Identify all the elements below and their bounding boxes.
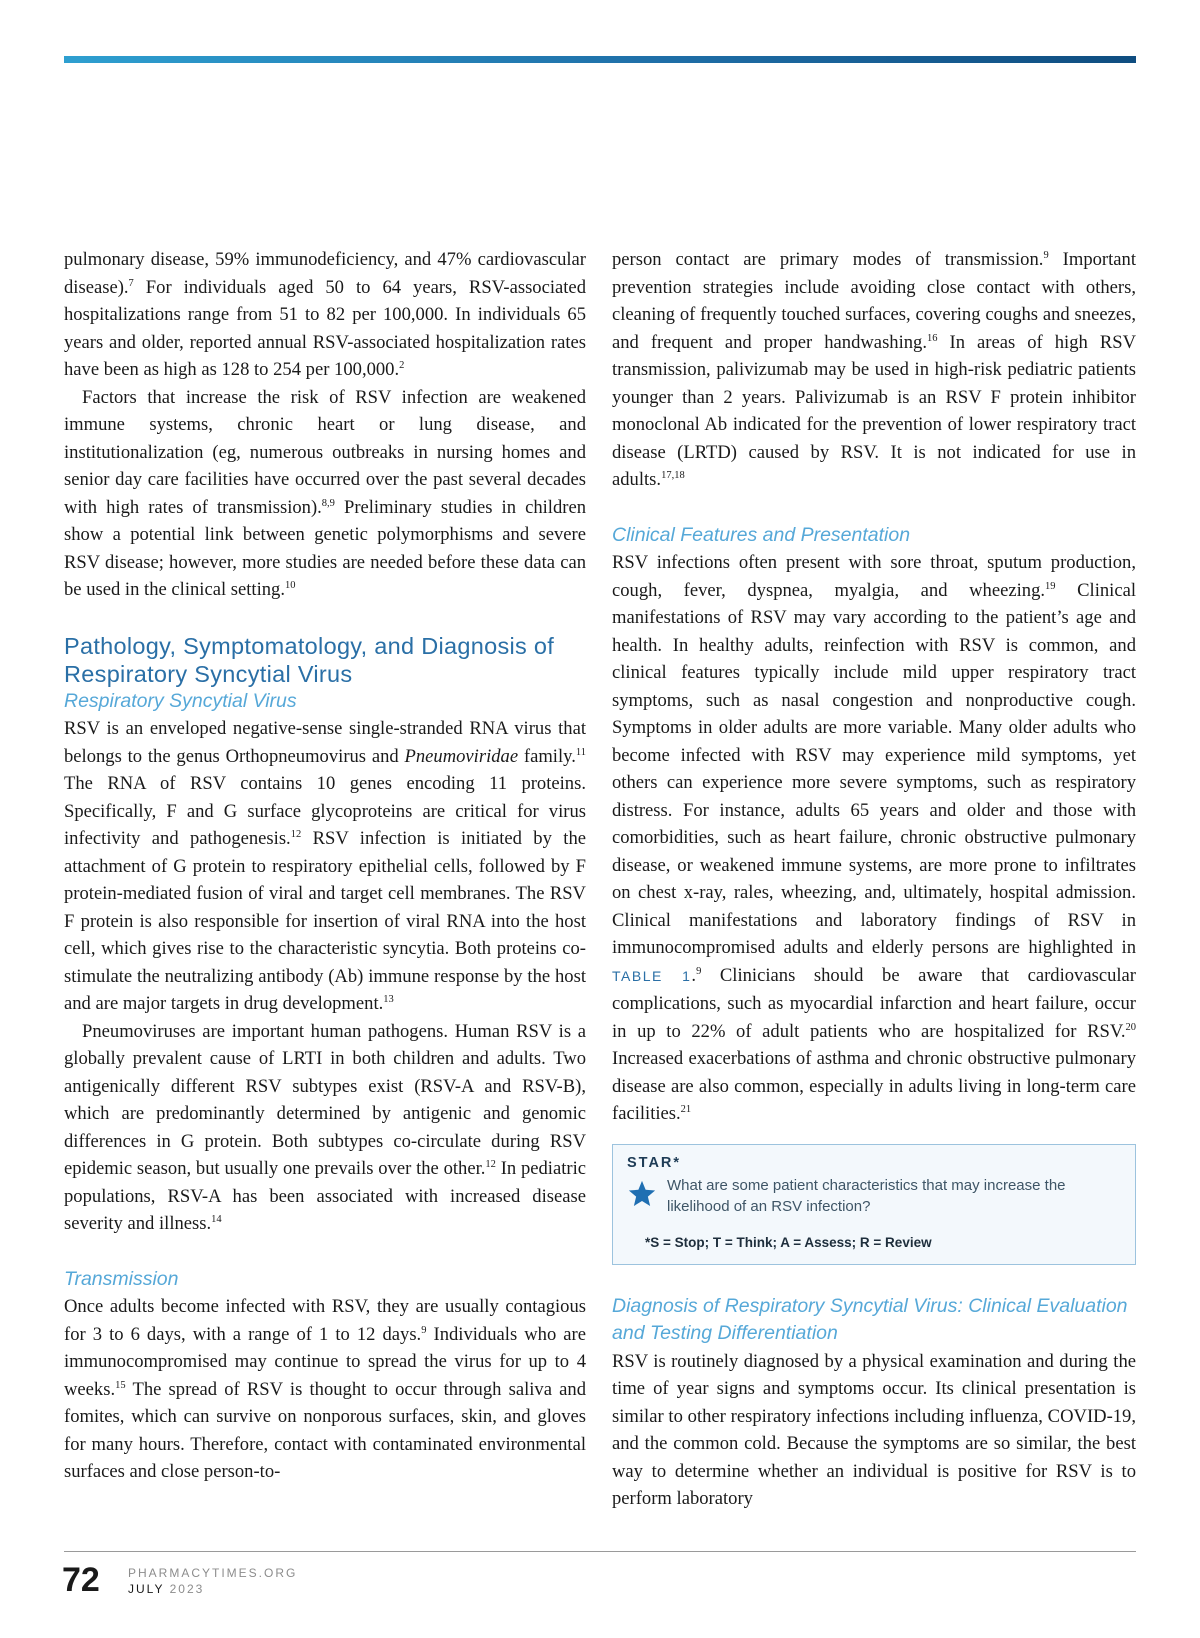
- paragraph-clinical-features: RSV infections often present with sore throat, sputum production, cough, fever, dyspnea, myalgia, and wheezing.$^{19}$ Clinical manifestations of RSV may vary according to the patient’s age and health. In healthy adults, reinfection with RSV is common, and clinical features typically include mild upper respiratory tract symptoms, such as nasal congestion and nonproductive cough. Symptoms in older adults are more variable. Many older adults who become infected with RSV may experience mild symptoms, yet others can experience more severe symptoms, such as respiratory distress. For instance, adults 65 years and older and those with comorbidities, such as heart failure, chronic obstructive pulmonary disease, or weakened immune systems, are more prone to infiltrates on chest x-ray, rales, wheezing, and, ultimately, hospital admission. Clinical manifestations and laboratory findings of RSV in immunocompromised adults and elderly persons are highlighted in TABLE 1.$^9$ Clinicians should be aware that cardiovascular complications, such as myocardial infarction and heart failure, occur in up to 22% of adult patients who are hospitalized for RSV.$^{20}$ Increased exacerbations of asthma and chronic obstructive pulmonary disease are also common, especially in adults living in long-term care facilities.$^{21}$: [612, 552, 1136, 1124]
- star-callout-box: [612, 1144, 1136, 1265]
- star-title: STAR*: [627, 1154, 682, 1171]
- star-question: What are some patient characteristics that may increase the likelihood of an RSV infection?: [667, 1176, 1066, 1215]
- left-column: [64, 246, 586, 1486]
- right-column: [612, 246, 1136, 1513]
- paragraph-risk-factors: Factors that increase the risk of RSV infection are weakened immune systems, chronic heart or lung disease, and institutionalization (eg, numerous outbreaks in nursing homes and senior day care facilities have occurred over the past several decades with high rates of transmission).$^{8,9}$ Preliminary studies in children show a potential link between genetic polymorphisms and severe RSV disease; however, more studies are needed before these data can be used in the clinical setting.$^{10}$: [64, 386, 586, 600]
- star-key: *S = Stop; T = Think; A = Assess; R = Review: [645, 1234, 932, 1250]
- subheading-diagnosis: Diagnosis of Respiratory Syncytial Virus: Clinical Evaluation and Testing Differentiation: [612, 1294, 1128, 1344]
- table-1-reference-link[interactable]: TABLE 1: [612, 967, 692, 984]
- section-heading-pathology: Pathology, Symptomatology, and Diagnosis of Respiratory Syncytial Virus: [64, 632, 555, 687]
- paragraph-transmission: Once adults become infected with RSV, they are usually contagious for 3 to 6 days, with a range of 1 to 12 days.$^9$ Individuals who are immunocompromised may continue to spread the virus for up to 4 weeks.$^{15}$ The spread of RSV is thought to occur through saliva and fomites, which can survive on nonporous surfaces, skin, and gloves for many hours. Therefore, contact with contaminated environmental surfaces and close person-to-: [64, 1296, 586, 1482]
- paragraph-pneumoviruses: Pneumoviruses are important human pathogens. Human RSV is a globally prevalent cause of LRTI in both children and adults. Two antigenically different RSV subtypes exist (RSV-A and RSV-B), which are predominantly determined by antigenic and genomic differences in G protein. Both subtypes co-circulate during RSV epidemic season, but usually one prevails over the other.$^{12}$ In pediatric populations, RSV-A has been associated with increased disease severity and illness.$^{14}$: [64, 1020, 587, 1234]
- footer-year: 2023: [169, 1582, 205, 1596]
- footer-divider: [64, 1551, 1136, 1552]
- footer-date: [128, 1582, 204, 1596]
- star-icon: [627, 1179, 657, 1209]
- paragraph-diagnosis: RSV is routinely diagnosed by a physical examination and during the time of year signs and symptoms occur. Its clinical presentation is similar to other respiratory infections including influenza, COVID-19, and the common cold. Because the symptoms are so similar, the best way to determine whether an individual is positive for RSV is to perform laboratory: [612, 1350, 1136, 1509]
- subheading-clinical-features: Clinical Features and Presentation: [612, 523, 911, 546]
- subheading-transmission: Transmission: [64, 1267, 179, 1290]
- star-question-row: [627, 1175, 1121, 1217]
- footer-site: PHARMACYTIMES.ORG: [128, 1566, 298, 1580]
- paragraph-hospitalization-rates: pulmonary disease, 59% immunodeficiency, and 47% cardiovascular disease).$^7$ For individuals aged 50 to 64 years, RSV-associated hospitalizations range from 51 to 82 per 100,000. In individuals 65 years and older, reported annual RSV-associated hospitalization rates have been as high as 128 to 254 per 100,000.$^2$: [64, 249, 586, 380]
- paragraph-prevention: person contact are primary modes of transmission.$^9$ Important prevention strategies include avoiding close contact with others, cleaning of frequently touched surfaces, covering coughs and sneezes, and frequent and proper handwashing.$^{16}$ In areas of high RSV transmission, palivizumab may be used in high-risk pediatric patients younger than 2 years. Palivizumab is an RSV F protein inhibitor monoclonal Ab indicated for the prevention of lower respiratory tract disease (LRTD) caused by RSV. It is not indicated for use in adults.$^{17,18}$: [612, 249, 1136, 490]
- top-accent-bar: [64, 56, 1136, 63]
- footer-month: JULY: [128, 1582, 165, 1596]
- subheading-rsv: Respiratory Syncytial Virus: [64, 689, 297, 712]
- paragraph-rsv-description: RSV is an enveloped negative-sense single-stranded RNA virus that belongs to the genus Orthopneumovirus and Pneumoviridae family.$^{11}$ The RNA of RSV contains 10 genes encoding 11 proteins. Specifically, F and G surface glycoproteins are critical for virus infectivity and pathogenesis.$^{12}$ RSV infection is initiated by the attachment of G protein to respiratory epithelial cells, followed by F protein-mediated fusion of viral and target cell membranes. The RSV F protein is also responsible for insertion of viral RNA into the host cell, which gives rise to the characteristic syncytia. Both proteins co-stimulate the neutralizing antibody (Ab) immune response by the host and are major targets in drug development.$^{13}$: [64, 718, 586, 1014]
- page-number: 72: [62, 1561, 100, 1599]
